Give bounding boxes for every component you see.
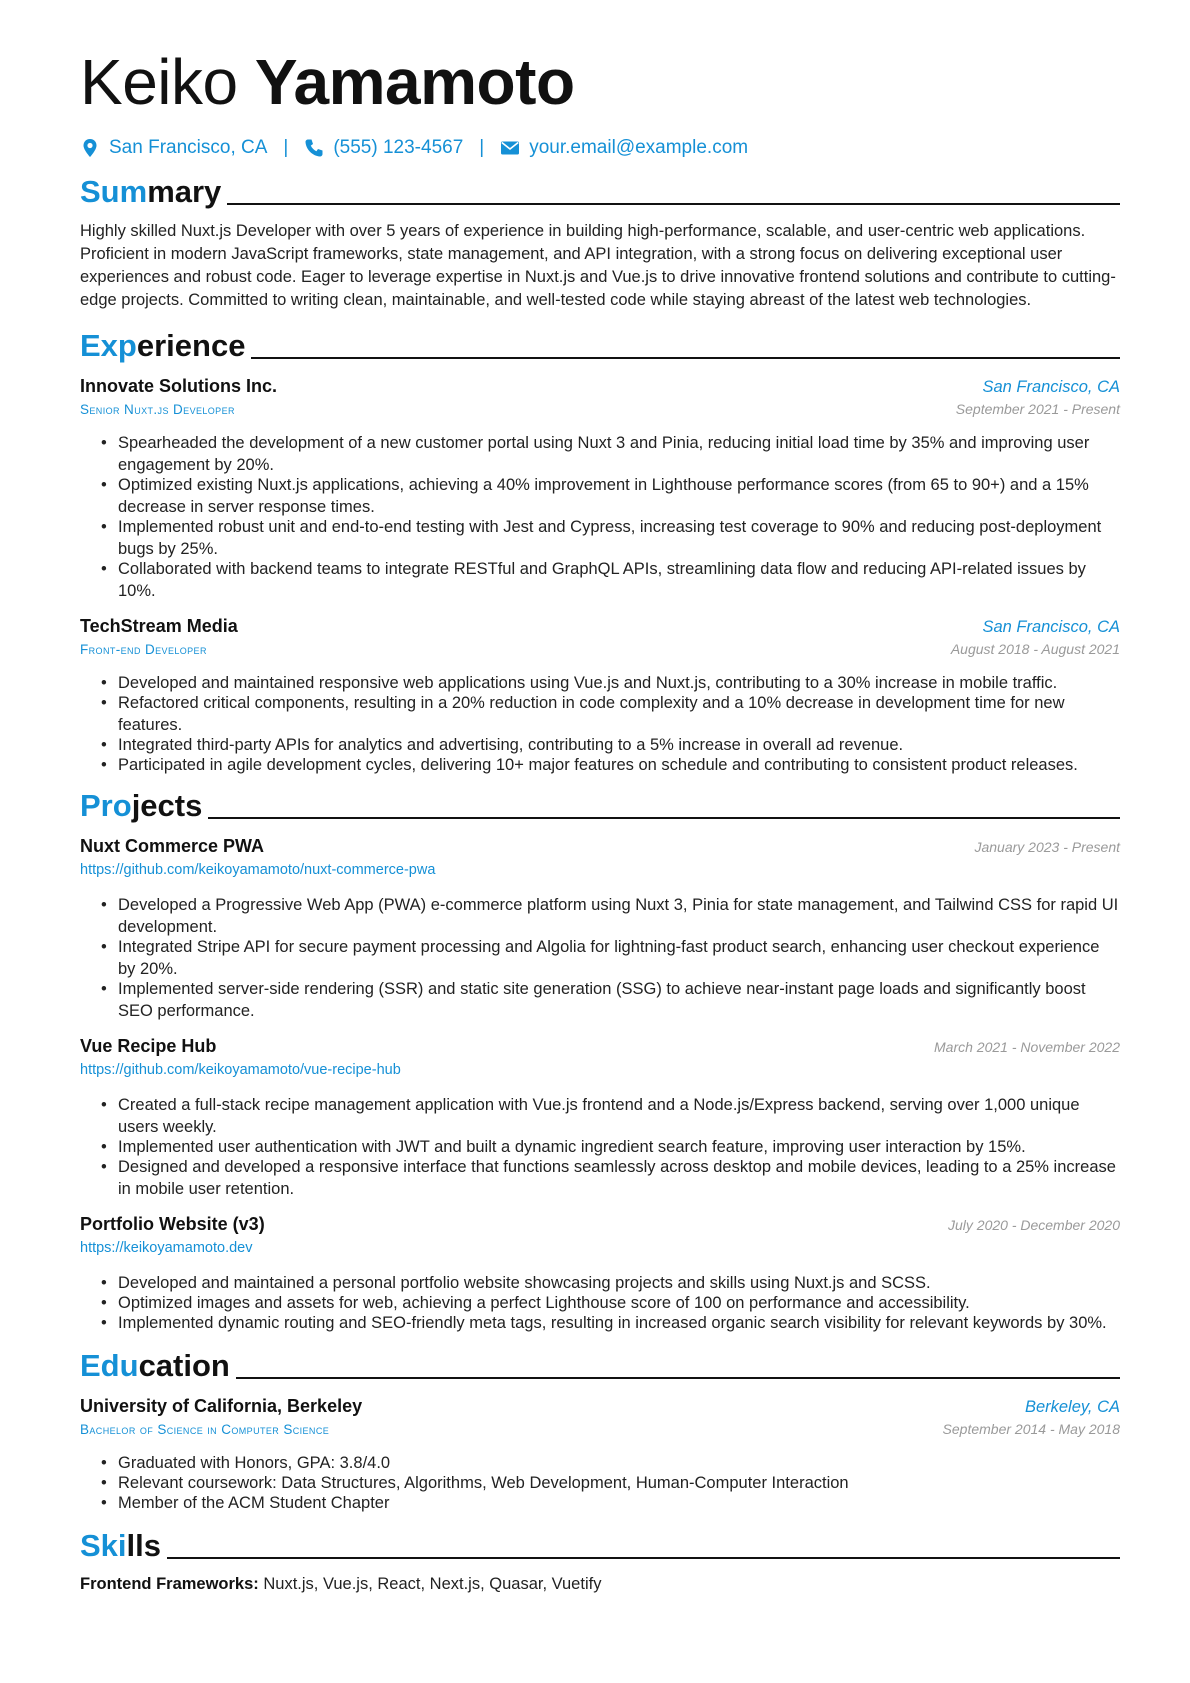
project-name: Portfolio Website (v3) — [80, 1214, 265, 1234]
location-text: San Francisco, CA — [109, 137, 268, 158]
bullet-item: • Optimized existing Nuxt.js applications, achieving a 40% improvement in Lighthouse performance scores (from 65 to 90+) and a 15% decrease in server response times. — [118, 474, 1120, 518]
bullet-item: • Developed and maintained responsive web applications using Vue.js and Nuxt.js, contributing to a 30% increase in mobile traffic. — [118, 672, 1120, 694]
bullet-item: • Implemented server-side rendering (SSR) and static site generation (SSG) to achieve near-instant page loads and significantly boost SEO performance. — [118, 978, 1120, 1022]
project-dates: January 2023 - Present — [974, 839, 1120, 855]
project-link[interactable]: https://github.com/keikoyamamoto/vue-recipe-hub — [80, 1062, 401, 1078]
project-entry — [80, 1034, 1120, 1200]
contact-bar — [80, 134, 1120, 162]
company-name: TechStream Media — [80, 616, 238, 636]
resume-page — [80, 0, 1120, 1596]
job-entry — [80, 374, 1120, 602]
school-location: Berkeley, CA — [1024, 1398, 1120, 1416]
company-name: Innovate Solutions Inc. — [80, 376, 278, 396]
skills-line — [80, 1572, 1120, 1596]
project-bullets — [80, 1272, 1120, 1334]
map-pin-icon — [80, 138, 100, 158]
job-location: San Francisco, CA — [982, 378, 1120, 396]
project-entry — [80, 1212, 1120, 1334]
project-name: Vue Recipe Hub — [80, 1036, 217, 1056]
experience-heading: Experience — [80, 324, 1120, 364]
section-divider — [227, 203, 1120, 205]
job-role: Senior Nuxt.js Developer — [80, 402, 235, 417]
skills-heading: Skills — [80, 1524, 1120, 1564]
project-link[interactable]: https://github.com/keikoyamamoto/nuxt-commerce-pwa — [80, 862, 436, 878]
section-divider — [208, 817, 1120, 819]
bullet-item: • Implemented robust unit and end-to-end testing with Jest and Cypress, increasing test coverage to 90% and reducing post-deployment bugs by 25%. — [118, 516, 1120, 560]
bullet-item: • Graduated with Honors, GPA: 3.8/4.0 — [118, 1452, 1120, 1474]
project-bullets — [80, 894, 1120, 1022]
summary-heading: Summary — [80, 170, 1120, 210]
job-entry — [80, 614, 1120, 776]
education-dates: September 2014 - May 2018 — [942, 1421, 1120, 1437]
summary-text: Highly skilled Nuxt.js Developer with over 5 years of experience in building high-performance, scalable, and user-centric web applications. Proficient in modern JavaScript frameworks, state management, and API integration, with a strong focus on delivering exceptional user experiences and robust code. Eager to leverage expertise in Nuxt.js and Vue.js to drive innovative frontend solutions and contribute to cutting-edge projects. Committed to writing clean, maintainable, and well-tested code while staying abreast of the latest web technologies. — [80, 222, 1116, 309]
education-heading: Education — [80, 1344, 1120, 1384]
contact-separator: | — [283, 137, 289, 158]
skill-category-values: Nuxt.js, Vue.js, React, Next.js, Quasar, Vuetify — [263, 1575, 602, 1593]
job-bullets — [80, 672, 1120, 776]
first-name: Keiko — [80, 46, 238, 118]
bullet-item: • Relevant coursework: Data Structures, Algorithms, Web Development, Human-Computer Interaction — [118, 1472, 1120, 1494]
candidate-name — [80, 42, 1120, 122]
bullet-item: • Implemented dynamic routing and SEO-friendly meta tags, resulting in increased organic search visibility for relevant keywords by 30%. — [118, 1312, 1120, 1334]
bullet-item: • Participated in agile development cycles, delivering 10+ major features on schedule and contributing to consistent product releases. — [118, 754, 1120, 776]
job-bullets — [80, 432, 1120, 602]
project-link[interactable]: https://keikoyamamoto.dev — [80, 1240, 253, 1256]
contact-separator: | — [479, 137, 485, 158]
bullet-item: • Collaborated with backend teams to integrate RESTful and GraphQL APIs, streamlining data flow and reducing API-related issues by 10%. — [118, 558, 1120, 602]
education-bullets — [80, 1452, 1120, 1514]
bullet-item: • Optimized images and assets for web, achieving a perfect Lighthouse score of 100 on performance and accessibility. — [118, 1292, 1120, 1314]
bullet-item: • Spearheaded the development of a new customer portal using Nuxt 3 and Pinia, reducing initial load time by 35% and improving user engagement by 20%. — [118, 432, 1120, 476]
job-dates: August 2018 - August 2021 — [950, 641, 1120, 657]
email-text: your.email@example.com — [529, 137, 749, 158]
job-role: Front-end Developer — [80, 642, 207, 657]
contact-email[interactable] — [500, 137, 748, 159]
section-divider — [167, 1557, 1120, 1559]
degree: Bachelor of Science in Computer Science — [80, 1422, 330, 1437]
bullet-item: • Developed and maintained a personal portfolio website showcasing projects and skills using Nuxt.js and SCSS. — [118, 1272, 1120, 1294]
phone-text: (555) 123-4567 — [333, 137, 464, 158]
last-name: Yamamoto — [254, 46, 575, 118]
bullet-item: • Implemented user authentication with JWT and built a dynamic ingredient search feature, improving user interaction by 15%. — [118, 1136, 1120, 1158]
bullet-item: • Integrated Stripe API for secure payment processing and Algolia for lightning-fast product search, enhancing user checkout experience by 20%. — [118, 936, 1120, 980]
project-dates: July 2020 - December 2020 — [948, 1217, 1120, 1233]
bullet-item: • Designed and developed a responsive interface that functions seamlessly across desktop and mobile devices, leading to a 25% increase in mobile user retention. — [118, 1156, 1120, 1200]
project-entry — [80, 834, 1120, 1022]
section-divider — [236, 1377, 1120, 1379]
education-entry — [80, 1394, 1120, 1514]
contact-phone[interactable] — [304, 137, 463, 159]
project-dates: March 2021 - November 2022 — [934, 1039, 1120, 1055]
bullet-item: • Member of the ACM Student Chapter — [118, 1492, 1120, 1514]
bullet-item: • Developed a Progressive Web App (PWA) e-commerce platform using Nuxt 3, Pinia for state management, and Tailwind CSS for rapid UI development. — [118, 894, 1120, 938]
bullet-item: • Integrated third-party APIs for analytics and advertising, contributing to a 5% increase in overall ad revenue. — [118, 734, 1120, 756]
projects-heading: Projects — [80, 784, 1120, 824]
envelope-icon — [500, 138, 520, 158]
school-name: University of California, Berkeley — [80, 1396, 363, 1416]
project-name: Nuxt Commerce PWA — [80, 836, 265, 856]
contact-location — [80, 137, 267, 159]
bullet-item: • Created a full-stack recipe management application with Vue.js frontend and a Node.js/Express backend, serving over 1,000 unique users weekly. — [118, 1094, 1120, 1138]
phone-icon — [304, 138, 324, 158]
bullet-item: • Refactored critical components, resulting in a 20% reduction in code complexity and a 10% decrease in development time for new features. — [118, 692, 1120, 736]
section-divider — [251, 357, 1120, 359]
job-location: San Francisco, CA — [982, 618, 1120, 636]
job-dates: September 2021 - Present — [955, 401, 1120, 417]
skill-category-label: Frontend Frameworks: — [80, 1575, 259, 1593]
project-bullets — [80, 1094, 1120, 1200]
